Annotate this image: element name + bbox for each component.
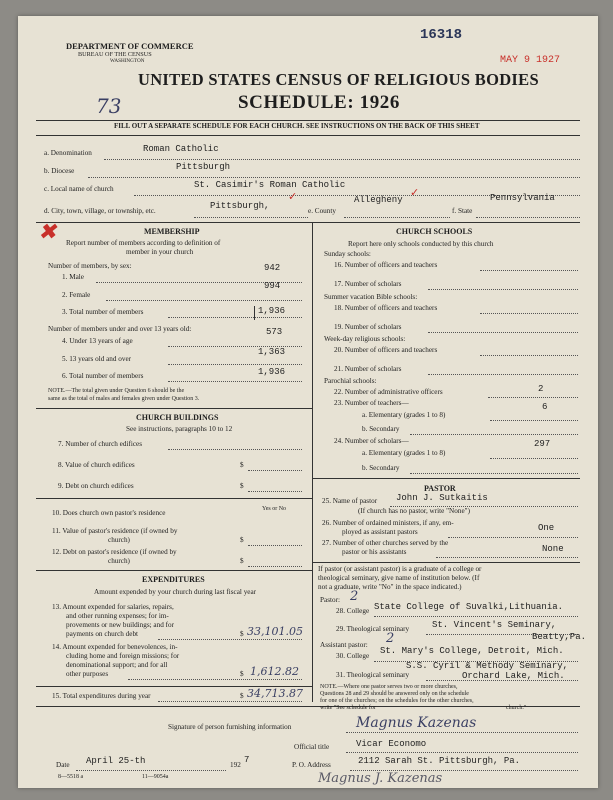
church-schools-heading: CHURCH SCHOOLS xyxy=(396,227,473,236)
state-label: f. State xyxy=(452,207,473,215)
field-line xyxy=(480,313,578,314)
membership-note-2: same as the total of males and females given under Question 3. xyxy=(48,396,200,402)
q7-edifices-label: 7. Number of church edifices xyxy=(58,440,143,448)
official-title-label: Official title xyxy=(294,743,330,751)
q15-total-value: 34,713.87 xyxy=(247,687,303,700)
dollar-sign: $ xyxy=(240,482,244,490)
membership-note: NOTE.—The total given under Question 6 should be the xyxy=(48,388,185,394)
q30-college: St. Mary's College, Detroit, Mich. xyxy=(380,646,564,656)
q29-label: 29. Theological seminary xyxy=(336,625,410,633)
field-line xyxy=(168,449,302,450)
rule xyxy=(312,562,580,563)
local-church-name-label: c. Local name of church xyxy=(44,185,114,193)
date-value: April 25-th xyxy=(86,756,146,766)
q20-label: 20. Number of officers and teachers xyxy=(334,346,438,354)
q31-label: 31. Theological seminary xyxy=(336,671,410,679)
field-line xyxy=(168,317,302,318)
q25-label: 25. Name of pastor xyxy=(322,497,378,505)
dollar-sign: $ xyxy=(240,557,244,565)
column-divider xyxy=(312,222,313,702)
field-line xyxy=(128,679,302,680)
field-line xyxy=(374,616,578,617)
field-line xyxy=(168,381,302,382)
pastor-note: NOTE.—Where one pastor serves two or more churches, xyxy=(320,684,458,690)
q13-running-label-4: payments on church debt xyxy=(66,630,139,638)
membership-heading: MEMBERSHIP xyxy=(144,227,200,236)
field-line xyxy=(480,270,578,271)
q18-label: 18. Number of officers and teachers xyxy=(334,304,438,312)
q24-label: 24. Number of scholars— xyxy=(334,437,409,445)
buildings-instructions: See instructions, paragraphs 10 to 12 xyxy=(126,425,233,433)
q12-debt-label-2: church) xyxy=(108,557,130,565)
expenditures-heading: EXPENDITURES xyxy=(142,575,205,584)
dollar-sign: $ xyxy=(240,536,244,544)
rule xyxy=(36,135,580,136)
pastor-note-4: write "See schedule for xyxy=(320,705,376,711)
q31-seminary-name: S.S. Cyril & Methody Seminary, xyxy=(406,661,569,671)
field-line xyxy=(490,420,578,421)
q13-running-label-3: provements or new buildings; and for xyxy=(66,621,174,629)
q6-total-value: 1,936 xyxy=(258,367,286,377)
schools-intro: Report here only schools conducted by this church xyxy=(348,240,494,248)
form-number: 8—5518 a xyxy=(58,774,84,780)
q23-label: 23. Number of teachers— xyxy=(334,399,409,407)
state-value: Pennsylvania xyxy=(490,193,555,203)
po-address-value: 2112 Sarah St. Pittsburgh, Pa. xyxy=(358,756,521,766)
q9-debt-label: 9. Debt on church edifices xyxy=(58,482,134,490)
field-line xyxy=(448,537,578,538)
q15-total-label: 15. Total expenditures during year xyxy=(52,692,151,700)
field-line xyxy=(476,217,580,218)
q12-debt-label: 12. Debt on pastor's residence (if owned by xyxy=(52,548,177,556)
q4-under13-label: 4. Under 13 years of age xyxy=(62,337,133,345)
q6-total-label: 6. Total number of members xyxy=(62,372,144,380)
q1-male-value: 942 xyxy=(264,263,281,273)
field-line xyxy=(248,470,302,471)
assistant-pastor-label: Assistant pastor: xyxy=(320,641,368,649)
rule xyxy=(36,498,312,499)
dollar-sign: $ xyxy=(240,692,244,700)
graduate-instructions-2: theological seminary, give name of institution below. (If xyxy=(318,574,480,582)
field-line xyxy=(168,364,302,365)
denomination-value: Roman Catholic xyxy=(143,144,219,154)
graduate-instructions-3: not a graduate, write "No" in the space indicated.) xyxy=(318,583,462,591)
q16-label: 16. Number of officers and teachers xyxy=(334,261,438,269)
members-by-sex: Number of members, by sex: xyxy=(48,262,132,270)
year-digit: 7 xyxy=(244,755,250,765)
rule xyxy=(36,120,580,121)
form-subtitle: SCHEDULE: 1926 xyxy=(238,92,401,113)
field-line xyxy=(346,752,578,753)
q3-total-value: 1,936 xyxy=(258,306,286,316)
q26-label-2: ployed as assistant pastors xyxy=(342,528,418,536)
box-edge xyxy=(254,306,255,320)
q10-residence-label: 10. Does church own pastor's residence xyxy=(52,509,166,517)
handwritten-mark: 2 xyxy=(350,589,359,604)
q5-over13-label: 5. 13 years old and over xyxy=(62,355,132,363)
field-line xyxy=(248,545,302,546)
field-line xyxy=(76,770,226,771)
field-line xyxy=(248,566,302,567)
serial-number: 16318 xyxy=(420,27,463,43)
field-line xyxy=(410,473,578,474)
form-number-2: 11—9054a xyxy=(142,774,169,780)
q14-benevolence-label-3: denominational support; and for all xyxy=(66,661,168,669)
parochial-schools: Parochial schools: xyxy=(324,377,377,385)
q5-over13-value: 1,363 xyxy=(258,347,286,357)
q14-benevolence-value: 1,612.82 xyxy=(250,665,299,678)
pastor-note-3: for one of the churches; on the schedules for the other churches, xyxy=(320,698,474,704)
dollar-sign: $ xyxy=(240,670,244,678)
form-title: UNITED STATES CENSUS OF RELIGIOUS BODIES xyxy=(138,70,539,89)
q4-under13-value: 573 xyxy=(266,327,283,337)
county-label: e. County xyxy=(308,207,336,215)
rule xyxy=(312,478,580,479)
q26-value: One xyxy=(538,523,555,533)
q28-college: State College of Suvalki,Lithuania. xyxy=(374,602,564,612)
field-line xyxy=(428,374,578,375)
q25-note: (If church has no pastor, write "None") xyxy=(358,507,470,515)
membership-intro-2: member in your church xyxy=(126,248,194,256)
field-line xyxy=(428,332,578,333)
graduate-instructions: If pastor (or assistant pastor) is a graduate of a college or xyxy=(318,565,482,573)
field-line xyxy=(158,639,302,640)
check-mark: ✓ xyxy=(410,187,420,199)
q8-value-label: 8. Value of church edifices xyxy=(58,461,135,469)
field-line xyxy=(194,217,308,218)
city-label: d. City, town, village, or township, etc. xyxy=(44,207,156,215)
q13-running-value: 33,101.05 xyxy=(247,625,303,638)
field-line xyxy=(488,397,578,398)
q30-label: 30. College xyxy=(336,652,370,660)
county-value: Allegheny xyxy=(354,195,403,205)
q21-label: 21. Number of scholars xyxy=(334,365,402,373)
church-buildings-heading: CHURCH BUILDINGS xyxy=(136,413,219,422)
q14-benevolence-label-2: cluding home and foreign missions; for xyxy=(66,652,180,660)
field-line xyxy=(428,289,578,290)
bureau-city: WASHINGTON xyxy=(110,58,145,64)
q29-seminary-location: Beatty,Pa. xyxy=(532,632,587,642)
q25-pastor-name: John J. Sutkaitis xyxy=(396,493,488,503)
q24a-label: a. Elementary (grades 1 to 8) xyxy=(362,449,446,457)
expenditures-subheading: Amount expended by your church during last fiscal year xyxy=(94,588,257,596)
summer-schools: Summer vacation Bible schools: xyxy=(324,293,418,301)
handwritten-mark: 2 xyxy=(386,631,395,646)
q13-running-label: 13. Amount expended for salaries, repairs, xyxy=(52,603,174,611)
membership-intro: Report number of members according to definition of xyxy=(66,239,221,247)
census-schedule-sheet xyxy=(18,16,598,788)
rule xyxy=(36,570,312,571)
denomination-label: a. Denomination xyxy=(44,149,92,157)
date-label: Date xyxy=(56,761,70,769)
dollar-sign: $ xyxy=(240,461,244,469)
pastor-label: Pastor: xyxy=(320,596,340,604)
pastor-note-2: Questions 28 and 29 should be answered only on the schedule xyxy=(320,691,469,697)
members-by-age: Number of members under and over 13 years old: xyxy=(48,325,192,333)
q14-benevolence-label-4: other purposes xyxy=(66,670,109,678)
q19-label: 19. Number of scholars xyxy=(334,323,402,331)
q27-value: None xyxy=(542,544,564,554)
handwritten-number: 73 xyxy=(96,94,122,118)
field-line xyxy=(344,217,450,218)
check-mark: ✓ xyxy=(288,191,298,203)
form-instruction: FILL OUT A SEPARATE SCHEDULE FOR EACH CHURCH. SEE INSTRUCTIONS ON THE BACK OF THIS SHEET xyxy=(114,122,480,130)
q11-value-label-2: church) xyxy=(108,536,130,544)
pastor-heading: PASTOR xyxy=(424,484,456,493)
field-line xyxy=(248,491,302,492)
field-line xyxy=(106,300,302,301)
q23b-label: b. Secondary xyxy=(362,425,400,433)
department-name: DEPARTMENT OF COMMERCE xyxy=(66,41,194,51)
signature-label: Signature of person furnishing information xyxy=(168,723,292,731)
handwritten-mark: ✖ xyxy=(38,220,57,245)
signature-value: Magnus Kazenas xyxy=(356,715,477,731)
weekday-schools: Week-day religious schools: xyxy=(324,335,406,343)
rule xyxy=(36,408,312,409)
bureau-name: BUREAU OF THE CENSUS xyxy=(78,51,152,58)
field-line xyxy=(410,434,578,435)
q22-label: 22. Number of administrative officers xyxy=(334,388,443,396)
signature-line xyxy=(346,732,578,733)
q26-label: 26. Number of ordained ministers, if any, em- xyxy=(322,519,454,527)
yes-or-no-hint: Yes or No xyxy=(262,506,287,512)
city-value: Pittsburgh, xyxy=(210,201,270,211)
q29-seminary: St. Vincent's Seminary, xyxy=(432,620,557,630)
diocese-value: Pittsburgh xyxy=(176,162,231,172)
sunday-schools: Sunday schools: xyxy=(324,250,371,258)
q13-running-label-2: and other running expenses; for im- xyxy=(66,612,169,620)
q23a-value: 6 xyxy=(542,402,548,412)
field-line xyxy=(490,458,578,459)
q14-benevolence-label: 14. Amount expended for benevolences, in- xyxy=(52,643,178,651)
q11-value-label: 11. Value of pastor's residence (if owned by xyxy=(52,527,178,535)
q31-seminary-location: Orchard Lake, Mich. xyxy=(462,671,565,681)
q28-label: 28. College xyxy=(336,607,370,615)
received-date-stamp: MAY 9 1927 xyxy=(500,55,561,66)
year-label: 192 xyxy=(230,761,241,769)
po-address-label: P. O. Address xyxy=(292,761,331,769)
q1-male-label: 1. Male xyxy=(62,273,84,281)
field-line xyxy=(88,177,580,178)
q2-female-value: 994 xyxy=(264,281,281,291)
q22-value: 2 xyxy=(538,384,544,394)
q27-label: 27. Number of other churches served by the xyxy=(322,539,449,547)
local-church-name-value: St. Casimir's Roman Catholic xyxy=(194,180,346,190)
q24a-value: 297 xyxy=(534,439,551,449)
q3-total-label: 3. Total number of members xyxy=(62,308,144,316)
q2-female-label: 2. Female xyxy=(62,291,91,299)
field-line xyxy=(480,355,578,356)
rule xyxy=(36,706,580,707)
q23a-label: a. Elementary (grades 1 to 8) xyxy=(362,411,446,419)
q27-label-2: pastor or his assistants xyxy=(342,548,407,556)
q24b-label: b. Secondary xyxy=(362,464,400,472)
field-line xyxy=(158,701,302,702)
official-title-value: Vicar Economo xyxy=(356,739,427,749)
rule xyxy=(36,222,580,223)
field-line xyxy=(436,557,578,558)
field-line xyxy=(104,159,580,160)
dollar-sign: $ xyxy=(240,630,244,638)
q17-label: 17. Number of scholars xyxy=(334,280,402,288)
signature-pencil: Magnus J. Kazenas xyxy=(318,771,443,786)
pastor-note-5: church." xyxy=(506,705,527,711)
diocese-label: b. Diocese xyxy=(44,167,75,175)
